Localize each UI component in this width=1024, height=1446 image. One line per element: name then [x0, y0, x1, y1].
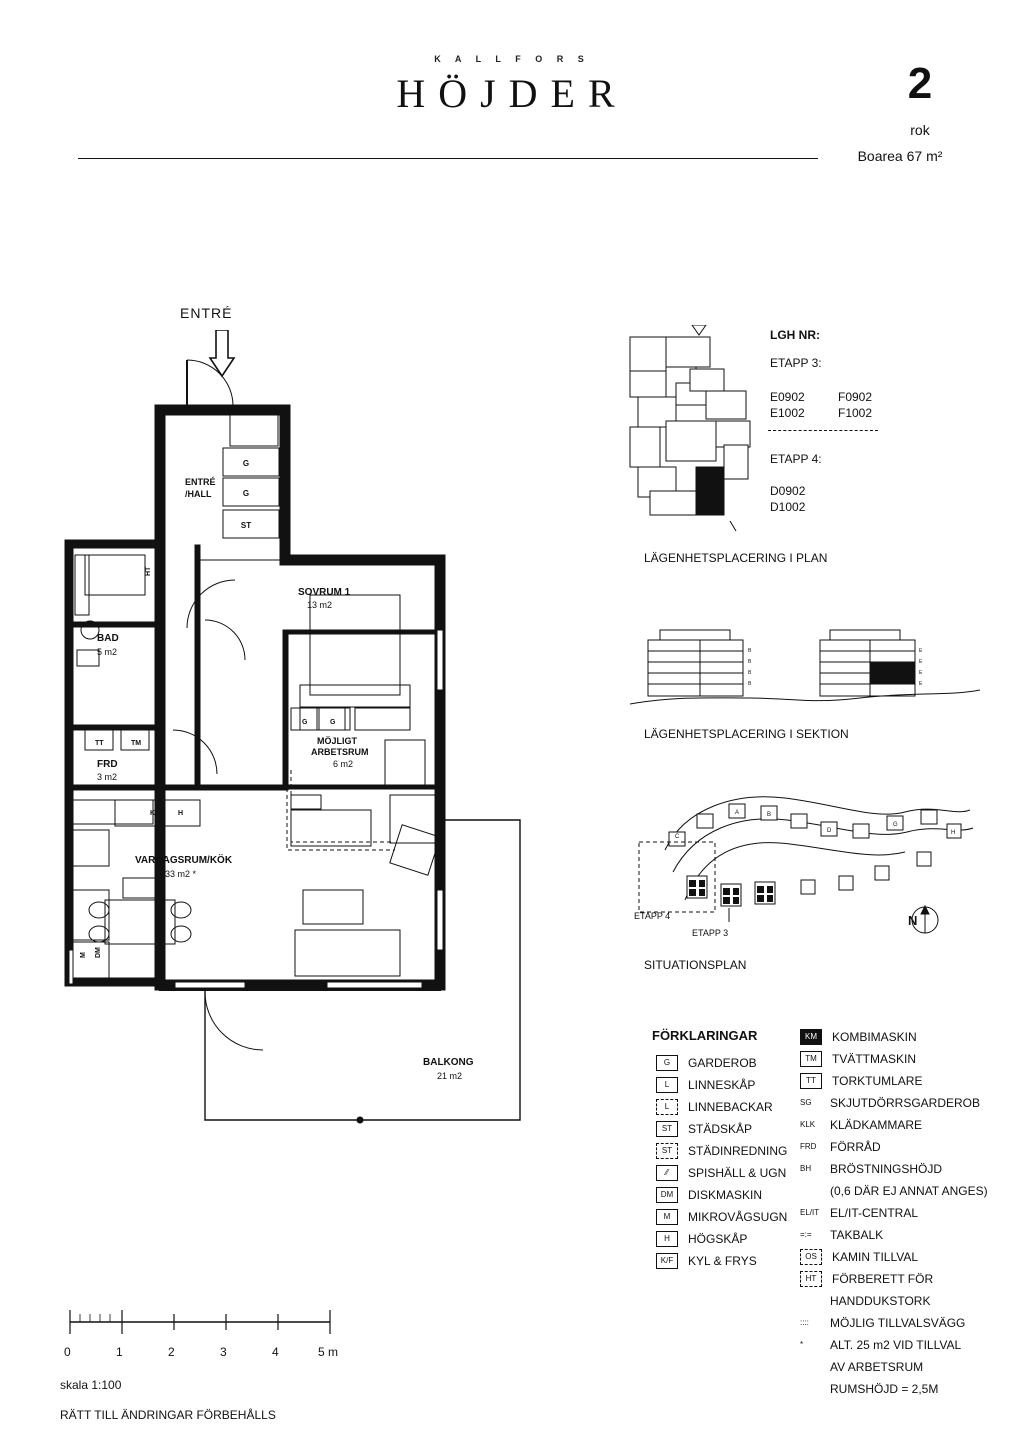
legend-label: STÄDSKÅP — [688, 1122, 753, 1136]
legend-label: KOMBIMASKIN — [832, 1030, 917, 1044]
svg-text:FRD: FRD — [97, 759, 118, 770]
svg-text:6 m2: 6 m2 — [333, 759, 354, 769]
legend-item — [800, 1312, 988, 1334]
legend-item — [800, 1026, 988, 1048]
svg-text:ENTRÉ: ENTRÉ — [185, 477, 216, 487]
floor-plan-drawing — [55, 330, 595, 1160]
legend-symbol-icon: TT — [800, 1073, 822, 1089]
legend-label: HÖGSKÅP — [688, 1232, 748, 1246]
legend-item — [656, 1184, 787, 1206]
legend-label: GARDEROB — [688, 1056, 757, 1070]
legend-item — [800, 1334, 988, 1356]
svg-text:G: G — [242, 489, 250, 498]
legend-item — [800, 1378, 988, 1400]
situation-plan-diagram — [625, 780, 980, 950]
etapp4-title: ETAPP 4: — [770, 452, 822, 466]
legend-item — [800, 1268, 988, 1290]
legend-symbol-icon: =:= — [800, 1230, 812, 1239]
svg-text:K/F: K/F — [150, 810, 162, 817]
legend-label: LINNESKÅP — [688, 1078, 756, 1092]
svg-text:DM: DM — [95, 947, 102, 958]
rooms-unit-label: rok — [910, 122, 930, 138]
legend-item — [656, 1140, 787, 1162]
svg-text:MÖJLIGT: MÖJLIGT — [317, 736, 357, 746]
legend-symbol-icon: G — [656, 1055, 678, 1071]
lgh-divider — [768, 430, 878, 431]
svg-text:E: E — [919, 681, 923, 687]
svg-text:VARDAGSRUM/KÖK: VARDAGSRUM/KÖK — [135, 855, 233, 866]
legend-symbol-icon: H — [656, 1231, 678, 1247]
living-area-label: Boarea 67 m² — [857, 148, 943, 164]
legend-label: KAMIN TILLVAL — [832, 1250, 919, 1264]
legend-item — [800, 1290, 988, 1312]
svg-text:13 m2: 13 m2 — [307, 600, 333, 610]
legend-label: SPISHÄLL & UGN — [688, 1166, 787, 1180]
legend-label: RUMSHÖJD = 2,5M — [830, 1382, 939, 1396]
legend-label: AV ARBETSRUM — [830, 1360, 924, 1374]
legend-item — [656, 1228, 787, 1250]
scale-tick: 0 — [64, 1345, 71, 1359]
svg-text:BALKONG: BALKONG — [423, 1057, 474, 1068]
legend-symbol-icon: OS — [800, 1249, 822, 1265]
legend-symbol-icon: TM — [800, 1051, 822, 1067]
svg-text:HT: HT — [145, 566, 152, 576]
legend-label: MIKROVÅGSUGN — [688, 1210, 788, 1224]
legend-item — [800, 1356, 988, 1378]
legend-symbol-icon: SG — [800, 1098, 812, 1107]
legend-symbol-icon: HT — [800, 1271, 822, 1287]
svg-text:H: H — [951, 830, 956, 836]
legend-symbol-icon: KLK — [800, 1120, 816, 1129]
svg-text:E: E — [919, 648, 923, 654]
site-etapp3-label: ETAPP 3 — [692, 928, 729, 938]
legend-label: STÄDINREDNING — [688, 1144, 788, 1158]
legend-item — [656, 1118, 787, 1140]
legend-symbol-icon — [800, 1294, 820, 1308]
legend-item — [656, 1250, 787, 1272]
rooms-count: 2 — [907, 59, 933, 108]
legend-symbol-icon: BH — [800, 1164, 812, 1173]
legend-symbol-icon: L — [656, 1077, 678, 1093]
svg-text:21 m2: 21 m2 — [437, 1071, 463, 1081]
lgh-code: E1002 — [770, 406, 805, 420]
entrance-label: ENTRÉ — [180, 305, 233, 321]
scale-tick: 4 — [272, 1345, 279, 1359]
caption-plan: LÄGENHETSPLACERING I PLAN — [644, 551, 828, 565]
legend-item — [800, 1180, 988, 1202]
legend-item — [800, 1158, 988, 1180]
legend-item — [800, 1246, 988, 1268]
scale-tick: 3 — [220, 1345, 227, 1359]
legend-symbol-icon: * — [800, 1340, 804, 1349]
svg-text:5 m2: 5 m2 — [97, 647, 118, 657]
rights-disclaimer: RÄTT TILL ÄNDRINGAR FÖRBEHÅLLS — [60, 1408, 276, 1422]
legend-symbol-icon: FRD — [800, 1142, 817, 1151]
etapp3-title: ETAPP 3: — [770, 356, 822, 370]
legend-item — [800, 1070, 988, 1092]
svg-text:D: D — [827, 828, 832, 834]
legend-item — [800, 1048, 988, 1070]
legend-symbol-icon: DM — [656, 1187, 678, 1203]
legend-item — [656, 1206, 787, 1228]
legend-label: KLÄDKAMMARE — [830, 1118, 923, 1132]
legend-symbol-icon — [800, 1360, 820, 1374]
caption-situation: SITUATIONSPLAN — [644, 958, 747, 972]
legend-symbol-icon: ST — [656, 1121, 678, 1137]
svg-text:G: G — [302, 719, 308, 726]
svg-text:H: H — [178, 810, 184, 817]
legend-label: (0,6 DÄR EJ ANNAT ANGES) — [830, 1184, 988, 1198]
svg-text:E: E — [919, 670, 923, 676]
legend-symbol-icon: M — [656, 1209, 678, 1225]
legend-label: ALT. 25 m2 VID TILLVAL — [830, 1338, 962, 1352]
legend-label: TVÄTTMASKIN — [832, 1052, 917, 1066]
scale-bar — [60, 1300, 360, 1360]
legend-label: FÖRRÅD — [830, 1140, 881, 1154]
legend-symbol-icon: K/F — [656, 1253, 678, 1269]
svg-text:ARBETSRUM: ARBETSRUM — [311, 747, 369, 757]
legend-item — [800, 1202, 988, 1224]
legend-item — [656, 1074, 787, 1096]
svg-text:B: B — [767, 812, 772, 818]
svg-text:/HALL: /HALL — [185, 489, 212, 499]
lgh-code: D0902 — [770, 484, 806, 498]
lgh-code: F0902 — [838, 390, 873, 404]
legend-item — [800, 1136, 988, 1158]
svg-text:B: B — [748, 681, 752, 687]
page-title: HÖJDER — [396, 71, 628, 116]
svg-text:G: G — [242, 459, 250, 468]
legend-symbol-icon: KM — [800, 1029, 822, 1045]
legend-label: HANDDUKSTORK — [830, 1294, 931, 1308]
svg-text:33 m2 *: 33 m2 * — [165, 869, 197, 879]
scale-tick: 1 — [116, 1345, 123, 1359]
caption-section: LÄGENHETSPLACERING I SEKTION — [644, 727, 849, 741]
svg-text:B: B — [748, 670, 752, 676]
svg-text:G: G — [893, 822, 898, 828]
legend-symbol-icon — [800, 1382, 820, 1396]
svg-text:3 m2: 3 m2 — [97, 772, 118, 782]
legend-symbol-icon: L — [656, 1099, 678, 1115]
legend-column-right — [800, 1026, 988, 1400]
legend-label: DISKMASKIN — [688, 1188, 763, 1202]
legend-label: KYL & FRYS — [688, 1254, 757, 1268]
svg-text:SOVRUM 1: SOVRUM 1 — [298, 587, 351, 598]
lgh-nr-title: LGH NR: — [770, 328, 820, 342]
svg-text:BAD: BAD — [97, 633, 119, 644]
site-etapp4-label: ETAPP 4 — [634, 911, 671, 921]
svg-text:TM: TM — [131, 740, 142, 747]
lgh-code: D1002 — [770, 500, 806, 514]
legend-item — [800, 1092, 988, 1114]
svg-text:TT: TT — [95, 740, 104, 747]
brand-subtitle: K A L L F O R S — [434, 54, 590, 64]
svg-text:E: E — [919, 659, 923, 665]
legend-symbol-icon: :::: — [800, 1318, 809, 1327]
legend-item — [656, 1096, 787, 1118]
legend-symbol-icon: ⁄⁄ — [656, 1165, 678, 1181]
section-diagram — [630, 618, 980, 723]
svg-text:M: M — [80, 952, 87, 958]
legend-label: FÖRBERETT FÖR — [832, 1272, 934, 1286]
svg-text:ST: ST — [240, 521, 252, 530]
north-label: N — [908, 913, 918, 928]
legend-label: TORKTUMLARE — [832, 1074, 923, 1088]
legend-item — [656, 1052, 787, 1074]
svg-text:C: C — [675, 834, 680, 840]
legend-label: SKJUTDÖRRSGARDEROB — [830, 1096, 981, 1110]
legend-item — [800, 1224, 988, 1246]
legend-column-left — [656, 1052, 787, 1272]
legend-label: LINNEBACKAR — [688, 1100, 773, 1114]
legend-symbol-icon: ST — [656, 1143, 678, 1159]
legend-label: EL/IT-CENTRAL — [830, 1206, 919, 1220]
legend-item — [656, 1162, 787, 1184]
svg-text:A: A — [735, 810, 740, 816]
legend-label: TAKBALK — [830, 1228, 884, 1242]
scale-ratio-label: skala 1:100 — [60, 1378, 122, 1392]
scale-tick: 2 — [168, 1345, 175, 1359]
svg-text:B: B — [748, 648, 752, 654]
legend-title: FÖRKLARINGAR — [652, 1028, 758, 1043]
lgh-code: F1002 — [838, 406, 873, 420]
legend-label: MÖJLIG TILLVALSVÄGG — [830, 1316, 966, 1330]
scale-tick: 5 m — [318, 1345, 339, 1359]
legend-symbol-icon — [800, 1184, 820, 1198]
svg-text:B: B — [748, 659, 752, 665]
legend-label: BRÖSTNINGSHÖJD — [830, 1162, 943, 1176]
lgh-code: E0902 — [770, 390, 805, 404]
legend-item — [800, 1114, 988, 1136]
legend-symbol-icon: EL/IT — [800, 1208, 820, 1217]
svg-text:G: G — [330, 719, 336, 726]
header-divider — [78, 158, 818, 159]
